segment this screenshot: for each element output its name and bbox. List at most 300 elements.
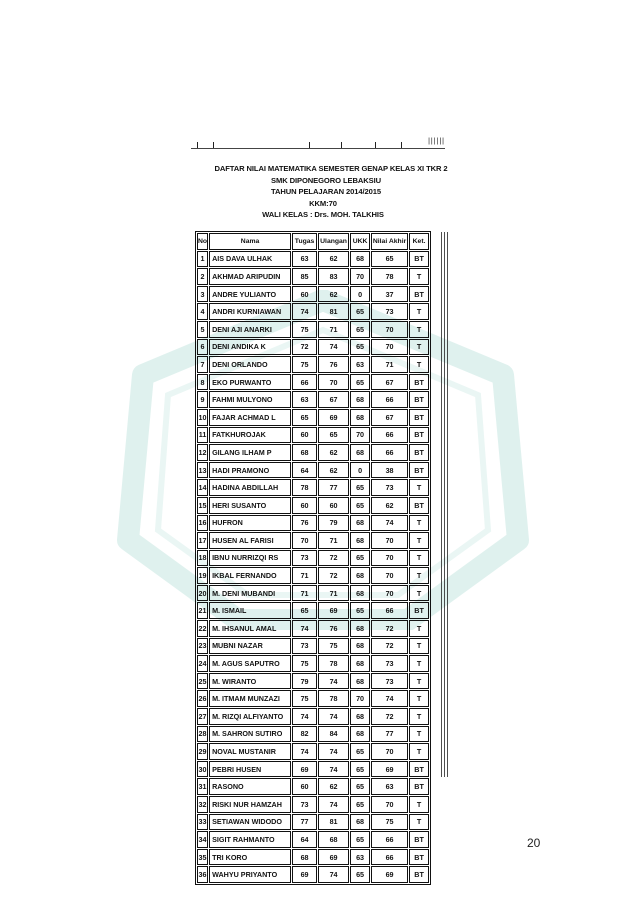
grades-table [195,231,431,885]
cell-nama: DENI ANDIKA K [209,339,291,356]
cell-nama: HADI PRAMONO [209,462,291,479]
cell-ulangan: 79 [318,515,349,532]
cell-no: 25 [197,673,208,690]
cell-tugas: 68 [292,849,317,866]
cell-ukk: 65 [350,866,370,883]
cell-ket: T [409,708,429,725]
cell-ukk: 65 [350,497,370,514]
cell-ukk: 68 [350,444,370,461]
cell-ket: T [409,321,429,338]
table-header-row [197,233,429,250]
cell-nilai-akhir: 70 [371,339,408,356]
cell-ulangan: 71 [318,532,349,549]
cell-no: 5 [197,321,208,338]
table-row [197,532,429,549]
cell-nilai-akhir: 70 [371,585,408,602]
cell-ulangan: 74 [318,761,349,778]
cell-no: 18 [197,550,208,567]
cell-ukk: 0 [350,286,370,303]
table-row [197,814,429,831]
cell-tugas: 77 [292,814,317,831]
cell-nama: M. AGUS SAPUTRO [209,655,291,672]
scan-edge-artifact [441,232,449,777]
cell-ulangan: 69 [318,409,349,426]
cell-tugas: 74 [292,620,317,637]
cell-nama: M. DENI MUBANDI [209,585,291,602]
cell-ukk: 68 [350,638,370,655]
cell-nama: EKO PURWANTO [209,374,291,391]
cell-no: 12 [197,444,208,461]
column-header-tugas: Tugas [292,233,317,250]
table-row [197,409,429,426]
cell-ket: BT [409,391,429,408]
cell-nilai-akhir: 66 [371,831,408,848]
cell-ulangan: 65 [318,427,349,444]
table-row [197,567,429,584]
cell-nilai-akhir: 66 [371,849,408,866]
cell-ulangan: 75 [318,638,349,655]
cell-nilai-akhir: 73 [371,479,408,496]
cell-nama: DENI AJI ANARKI [209,321,291,338]
cell-ket: BT [409,286,429,303]
table-row [197,550,429,567]
cell-tugas: 63 [292,391,317,408]
cell-no: 36 [197,866,208,883]
table-row [197,374,429,391]
cell-tugas: 69 [292,866,317,883]
cell-tugas: 64 [292,462,317,479]
table-row [197,620,429,637]
cell-no: 35 [197,849,208,866]
cell-ket: T [409,532,429,549]
cell-ukk: 68 [350,567,370,584]
cell-nama: SETIAWAN WIDODO [209,814,291,831]
cell-tugas: 73 [292,796,317,813]
cell-nama: RISKI NUR HAMZAH [209,796,291,813]
cell-ket: T [409,673,429,690]
cell-nama: GILANG ILHAM P [209,444,291,461]
table-row [197,761,429,778]
cell-tugas: 73 [292,638,317,655]
cell-ulangan: 62 [318,462,349,479]
cell-ukk: 65 [350,602,370,619]
cell-ulangan: 71 [318,321,349,338]
cell-ket: T [409,620,429,637]
table-row [197,743,429,760]
cell-ket: BT [409,866,429,883]
cell-ket: BT [409,778,429,795]
cell-ket: T [409,796,429,813]
cell-no: 1 [197,251,208,268]
cell-nama: ANDRI KURNIAWAN [209,303,291,320]
cell-no: 14 [197,479,208,496]
ruler-digits-decoration: |||||| [428,138,445,145]
cell-nama: FAHMI MULYONO [209,391,291,408]
cell-ulangan: 62 [318,251,349,268]
cell-no: 27 [197,708,208,725]
cell-tugas: 74 [292,303,317,320]
cell-nama: FATKHUROJAK [209,427,291,444]
cell-ulangan: 77 [318,479,349,496]
cell-nilai-akhir: 75 [371,814,408,831]
table-row [197,638,429,655]
cell-nama: WAHYU PRIYANTO [209,866,291,883]
cell-ulangan: 71 [318,585,349,602]
cell-nilai-akhir: 71 [371,356,408,373]
cell-nama: M. RIZQI ALFIYANTO [209,708,291,725]
cell-ulangan: 74 [318,673,349,690]
table-row [197,849,429,866]
cell-ulangan: 68 [318,831,349,848]
cell-ulangan: 69 [318,849,349,866]
cell-ket: BT [409,427,429,444]
table-row [197,391,429,408]
cell-nilai-akhir: 74 [371,690,408,707]
cell-nama: TRI KORO [209,849,291,866]
cell-no: 34 [197,831,208,848]
cell-ulangan: 81 [318,303,349,320]
cell-nilai-akhir: 73 [371,303,408,320]
cell-tugas: 64 [292,831,317,848]
cell-ukk: 68 [350,726,370,743]
cell-nilai-akhir: 74 [371,515,408,532]
cell-ket: BT [409,251,429,268]
cell-ukk: 68 [350,532,370,549]
cell-ulangan: 78 [318,690,349,707]
cell-ukk: 65 [350,761,370,778]
header-year: TAHUN PELAJARAN 2014/2015 [270,187,382,197]
scanned-document [183,138,463,880]
cell-ukk: 65 [350,339,370,356]
cell-ukk: 68 [350,620,370,637]
cell-ket: T [409,303,429,320]
cell-ket: T [409,356,429,373]
cell-ket: T [409,743,429,760]
header-kkm: KKM:70 [309,198,337,208]
table-row [197,497,429,514]
cell-nilai-akhir: 66 [371,602,408,619]
cell-ket: BT [409,602,429,619]
cell-tugas: 71 [292,567,317,584]
cell-ket: T [409,550,429,567]
cell-tugas: 75 [292,356,317,373]
page-number: 20 [527,836,541,850]
cell-ket: BT [409,462,429,479]
cell-ukk: 65 [350,303,370,320]
cell-nilai-akhir: 70 [371,743,408,760]
cell-nama: SIGIT RAHMANTO [209,831,291,848]
cell-no: 2 [197,268,208,285]
cell-nama: AKHMAD ARIPUDIN [209,268,291,285]
cell-no: 28 [197,726,208,743]
header-title: DAFTAR NILAI MATEMATIKA SEMESTER GENAP KELAS XI TKR 2 [214,164,448,173]
cell-no: 10 [197,409,208,426]
cell-tugas: 68 [292,444,317,461]
cell-ket: BT [409,409,429,426]
cell-ket: BT [409,497,429,514]
cell-ukk: 65 [350,479,370,496]
cell-nilai-akhir: 38 [371,462,408,479]
cell-tugas: 71 [292,585,317,602]
cell-nilai-akhir: 37 [371,286,408,303]
cell-no: 19 [197,567,208,584]
cell-tugas: 85 [292,268,317,285]
cell-ulangan: 67 [318,391,349,408]
cell-no: 17 [197,532,208,549]
cell-nilai-akhir: 69 [371,866,408,883]
cell-ket: T [409,515,429,532]
cell-tugas: 74 [292,743,317,760]
cell-no: 26 [197,690,208,707]
table-row [197,479,429,496]
cell-nilai-akhir: 70 [371,321,408,338]
cell-nilai-akhir: 66 [371,427,408,444]
table-row [197,462,429,479]
cell-nilai-akhir: 70 [371,796,408,813]
table-row [197,866,429,883]
cell-no: 9 [197,391,208,408]
table-row [197,796,429,813]
cell-no: 13 [197,462,208,479]
cell-tugas: 73 [292,550,317,567]
cell-tugas: 65 [292,602,317,619]
cell-nilai-akhir: 72 [371,620,408,637]
cell-nilai-akhir: 73 [371,655,408,672]
cell-nilai-akhir: 67 [371,374,408,391]
table-row [197,655,429,672]
cell-nama: ANDRE YULIANTO [209,286,291,303]
cell-no: 16 [197,515,208,532]
table-row [197,831,429,848]
cell-ukk: 65 [350,796,370,813]
cell-nilai-akhir: 77 [371,726,408,743]
cell-ukk: 65 [350,321,370,338]
cell-ket: T [409,268,429,285]
cell-ulangan: 74 [318,708,349,725]
cell-nilai-akhir: 72 [371,708,408,725]
cell-nilai-akhir: 70 [371,550,408,567]
table-row [197,673,429,690]
cell-no: 22 [197,620,208,637]
cell-tugas: 60 [292,778,317,795]
cell-ukk: 65 [350,831,370,848]
cell-nilai-akhir: 73 [371,673,408,690]
table-row [197,708,429,725]
table-row [197,690,429,707]
cell-no: 30 [197,761,208,778]
cell-ket: T [409,638,429,655]
table-row [197,356,429,373]
cell-ulangan: 69 [318,602,349,619]
table-row [197,602,429,619]
cell-ukk: 0 [350,462,370,479]
cell-nilai-akhir: 62 [371,497,408,514]
cell-nama: RASONO [209,778,291,795]
cell-no: 3 [197,286,208,303]
table-row [197,268,429,285]
cell-tugas: 75 [292,655,317,672]
cell-ket: BT [409,831,429,848]
cell-nama: MUBNI NAZAR [209,638,291,655]
cell-nilai-akhir: 69 [371,761,408,778]
cell-ket: BT [409,444,429,461]
cell-nama: M. ISMAIL [209,602,291,619]
cell-nama: HERI SUSANTO [209,497,291,514]
cell-nilai-akhir: 67 [371,409,408,426]
table-row [197,303,429,320]
cell-nama: M. WIRANTO [209,673,291,690]
cell-nama: DENI ORLANDO [209,356,291,373]
cell-ukk: 68 [350,251,370,268]
cell-ket: T [409,655,429,672]
cell-ukk: 68 [350,585,370,602]
cell-no: 24 [197,655,208,672]
cell-ket: BT [409,761,429,778]
cell-tugas: 70 [292,532,317,549]
table-row [197,726,429,743]
cell-nilai-akhir: 70 [371,567,408,584]
column-header-nama: Nama [209,233,291,250]
cell-nama: HADINA ABDILLAH [209,479,291,496]
cell-nama: IBNU NURRIZQI RS [209,550,291,567]
cell-tugas: 69 [292,761,317,778]
cell-ukk: 70 [350,690,370,707]
document-header [183,163,463,221]
cell-no: 8 [197,374,208,391]
cell-ukk: 68 [350,515,370,532]
cell-ket: T [409,814,429,831]
cell-ket: T [409,585,429,602]
cell-tugas: 66 [292,374,317,391]
cell-ket: T [409,690,429,707]
cell-no: 33 [197,814,208,831]
cell-ulangan: 62 [318,778,349,795]
cell-no: 15 [197,497,208,514]
column-header-ukk: UKK [350,233,370,250]
cell-ukk: 65 [350,374,370,391]
table-row [197,444,429,461]
cell-nilai-akhir: 65 [371,251,408,268]
cell-ukk: 65 [350,743,370,760]
cell-ulangan: 76 [318,356,349,373]
cell-nilai-akhir: 72 [371,638,408,655]
cell-nilai-akhir: 78 [371,268,408,285]
cell-nilai-akhir: 63 [371,778,408,795]
cell-tugas: 75 [292,321,317,338]
cell-ukk: 63 [350,849,370,866]
scan-ruler-marks [191,140,445,149]
cell-ulangan: 76 [318,620,349,637]
table-row [197,321,429,338]
cell-ket: BT [409,374,429,391]
cell-ulangan: 74 [318,743,349,760]
cell-ukk: 68 [350,655,370,672]
cell-ulangan: 74 [318,796,349,813]
cell-tugas: 60 [292,286,317,303]
cell-nama: IKBAL FERNANDO [209,567,291,584]
cell-ukk: 68 [350,708,370,725]
cell-tugas: 60 [292,427,317,444]
cell-nama: HUSEN AL FARISI [209,532,291,549]
cell-ukk: 68 [350,409,370,426]
table-row [197,585,429,602]
cell-ulangan: 84 [318,726,349,743]
cell-ulangan: 72 [318,550,349,567]
cell-no: 7 [197,356,208,373]
cell-ukk: 65 [350,550,370,567]
cell-tugas: 75 [292,690,317,707]
cell-ulangan: 78 [318,655,349,672]
cell-ukk: 63 [350,356,370,373]
cell-tugas: 72 [292,339,317,356]
cell-ulangan: 83 [318,268,349,285]
cell-tugas: 82 [292,726,317,743]
cell-no: 29 [197,743,208,760]
cell-ulangan: 72 [318,567,349,584]
cell-ulangan: 60 [318,497,349,514]
cell-no: 11 [197,427,208,444]
table-row [197,515,429,532]
column-header-no: No [197,233,208,250]
cell-nama: PEBRI HUSEN [209,761,291,778]
cell-no: 21 [197,602,208,619]
cell-ket: T [409,339,429,356]
cell-ulangan: 74 [318,866,349,883]
cell-nama: NOVAL MUSTANIR [209,743,291,760]
cell-ket: BT [409,849,429,866]
cell-tugas: 78 [292,479,317,496]
cell-no: 32 [197,796,208,813]
cell-tugas: 79 [292,673,317,690]
cell-no: 20 [197,585,208,602]
cell-ulangan: 70 [318,374,349,391]
cell-tugas: 76 [292,515,317,532]
cell-nilai-akhir: 66 [371,444,408,461]
column-header-nilai-akhir: Nilai Akhir [371,233,408,250]
cell-tugas: 74 [292,708,317,725]
cell-nama: M. SAHRON SUTIRO [209,726,291,743]
cell-tugas: 60 [292,497,317,514]
table-row [197,339,429,356]
cell-ket: T [409,726,429,743]
cell-nilai-akhir: 70 [371,532,408,549]
cell-ukk: 68 [350,673,370,690]
cell-nilai-akhir: 66 [371,391,408,408]
cell-no: 23 [197,638,208,655]
cell-ukk: 70 [350,268,370,285]
cell-no: 6 [197,339,208,356]
cell-ukk: 68 [350,391,370,408]
cell-nama: M. ITMAM MUNZAZI [209,690,291,707]
cell-ulangan: 62 [318,286,349,303]
cell-ukk: 70 [350,427,370,444]
cell-tugas: 65 [292,409,317,426]
table-row [197,427,429,444]
header-school: SMK DIPONEGORO LEBAKSIU [271,175,381,185]
table-row [197,251,429,268]
cell-nama: HUFRON [209,515,291,532]
cell-nama: FAJAR ACHMAD L [209,409,291,426]
cell-ukk: 65 [350,778,370,795]
cell-ulangan: 62 [318,444,349,461]
cell-no: 4 [197,303,208,320]
cell-no: 31 [197,778,208,795]
cell-nama: AIS DAVA ULHAK [209,251,291,268]
table-row [197,286,429,303]
cell-ulangan: 74 [318,339,349,356]
cell-nama: M. IHSANUL AMAL [209,620,291,637]
cell-tugas: 63 [292,251,317,268]
